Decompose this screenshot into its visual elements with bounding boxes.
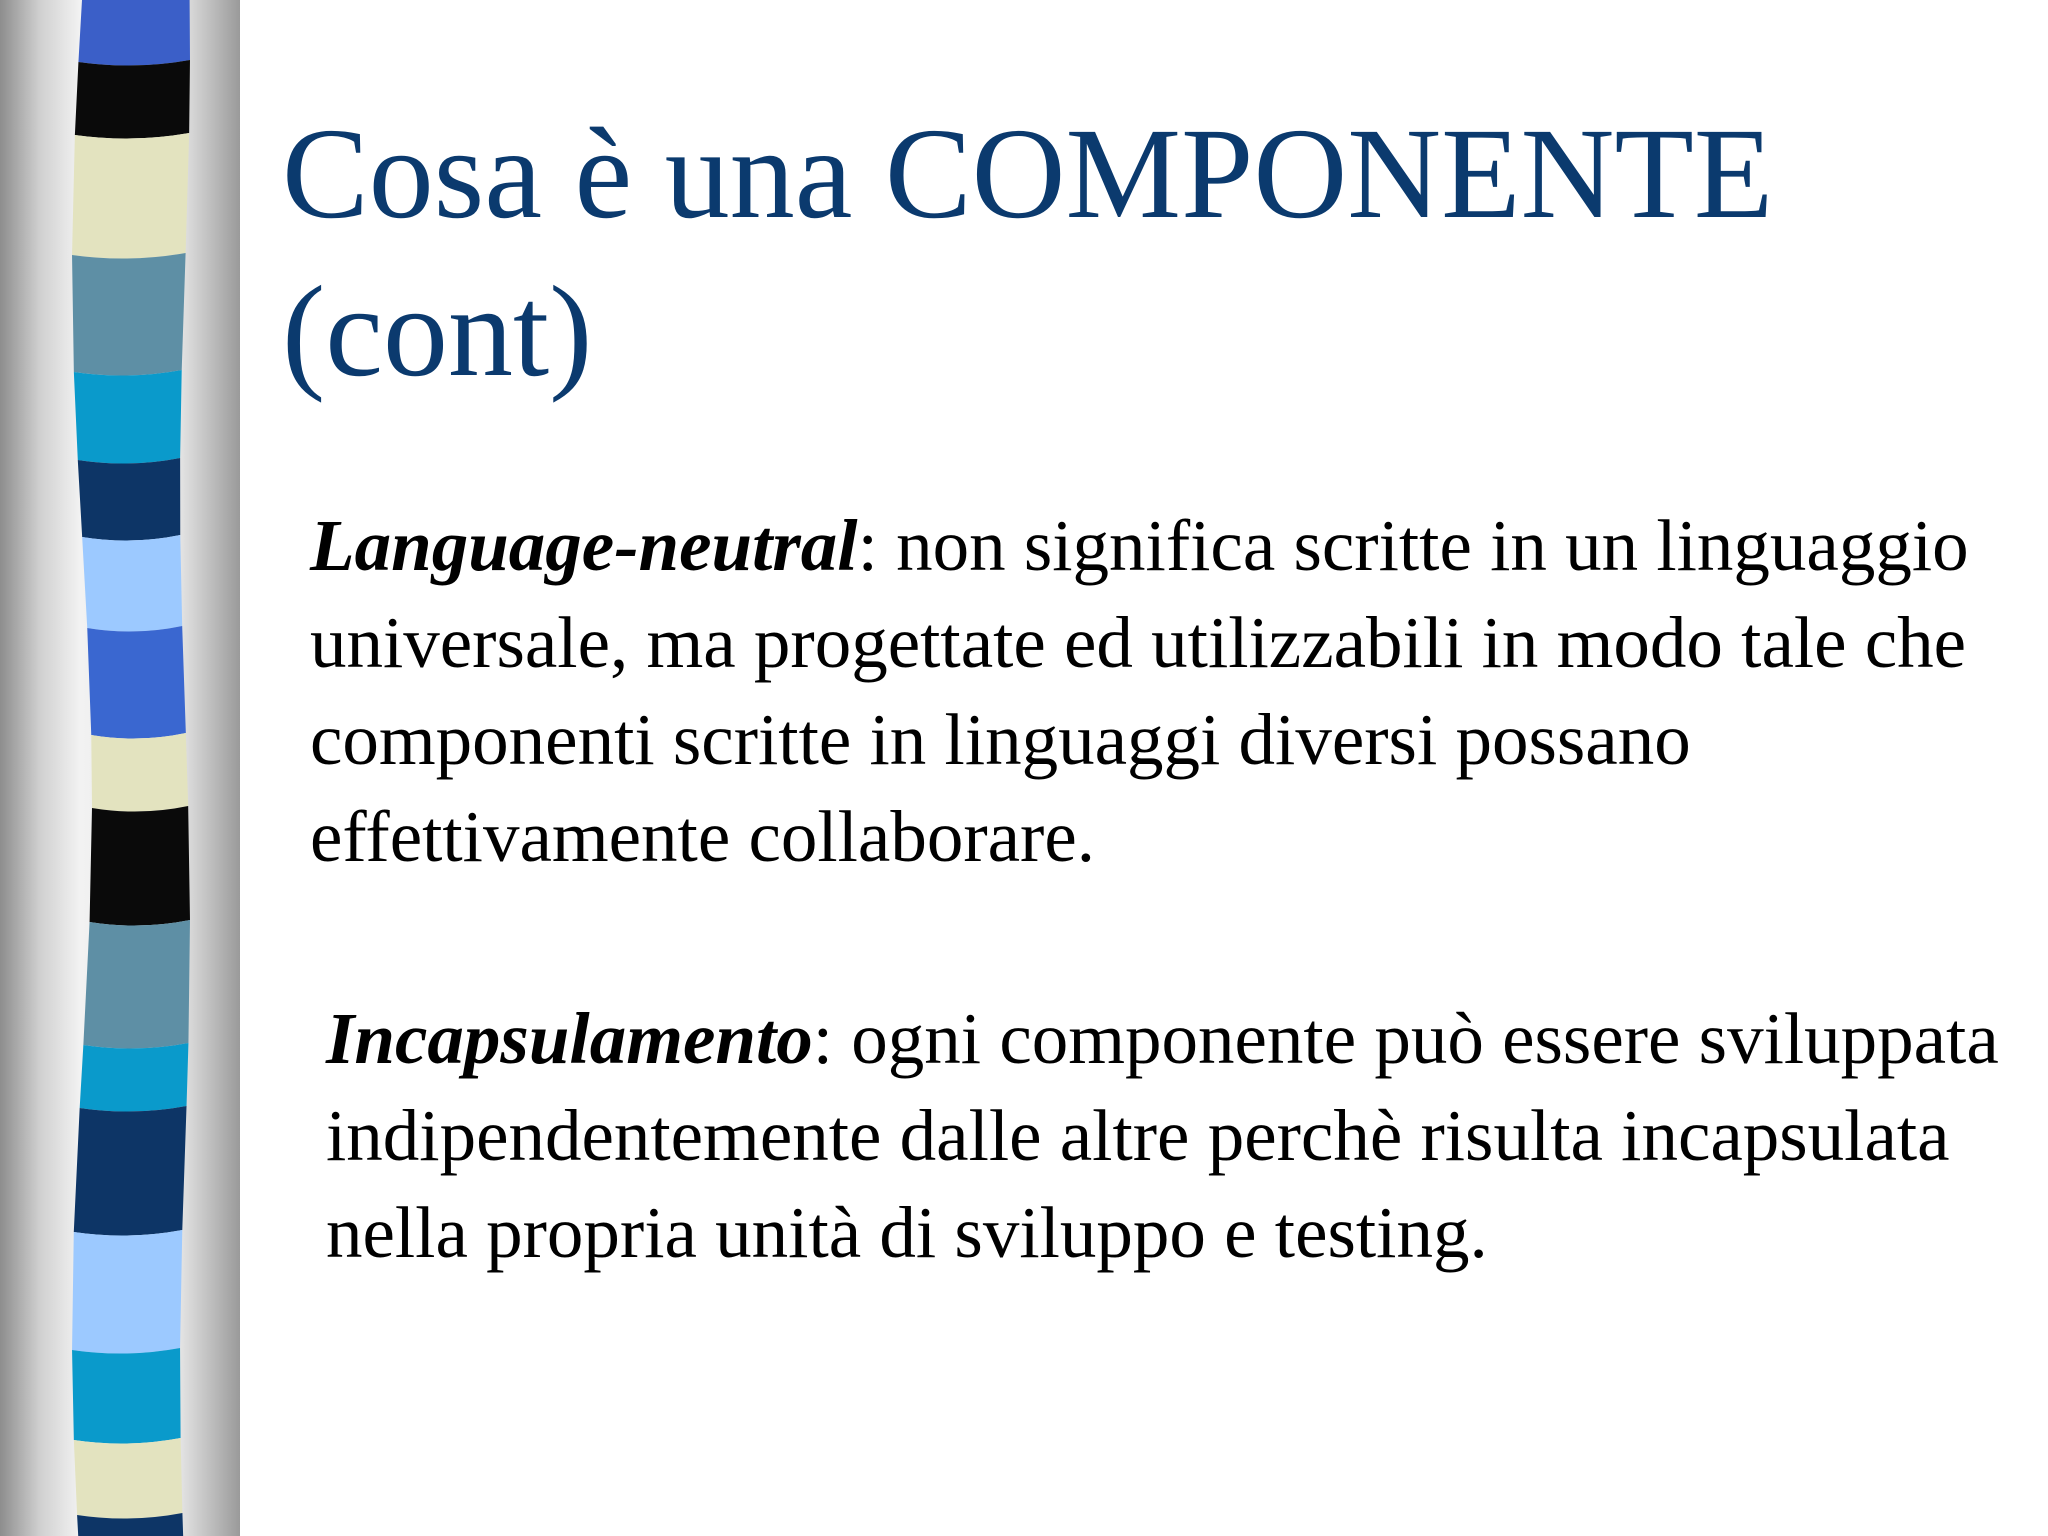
decorative-stripe <box>82 535 182 632</box>
decorative-stripe <box>72 133 189 259</box>
decorative-stripe <box>90 806 190 926</box>
decorative-stripe <box>80 1043 189 1112</box>
decorative-stripe <box>72 1348 181 1444</box>
paragraph-language-neutral <box>310 497 2000 885</box>
title-line-1: Cosa è una COMPONENTE <box>282 102 1774 246</box>
decorative-stripe <box>75 60 190 139</box>
decorative-stripe <box>78 458 180 541</box>
term-language-neutral: Language-neutral <box>310 505 858 586</box>
slide-title <box>282 95 1982 411</box>
decorative-stripe <box>72 1230 182 1354</box>
decorative-stripe <box>74 1106 187 1236</box>
decorative-stripe <box>78 0 190 66</box>
paragraph-incapsulamento <box>326 990 2016 1281</box>
title-line-2: (cont) <box>282 260 593 404</box>
decorative-stripe <box>87 626 186 739</box>
decorative-side-band <box>0 0 240 1536</box>
decorative-stripe-column <box>0 0 240 1536</box>
decorative-stripe <box>91 733 188 812</box>
term-incapsulamento: Incapsulamento <box>326 998 813 1079</box>
decorative-stripe <box>83 920 190 1049</box>
description-language-neutral: : non significa scritte in un linguaggio universale, ma progettate ed utilizzabili in modo tale che componenti scritte in linguaggi diversi possano effettivamente collaborare. <box>310 505 1969 877</box>
decorative-stripe <box>72 253 186 376</box>
decorative-stripe <box>74 1438 183 1519</box>
decorative-stripe <box>74 370 182 464</box>
description-incapsulamento: : ogni componente può essere sviluppata indipendentemente dalle altre perchè risulta incapsulata nella propria unità di sviluppo e testing. <box>326 998 1999 1273</box>
